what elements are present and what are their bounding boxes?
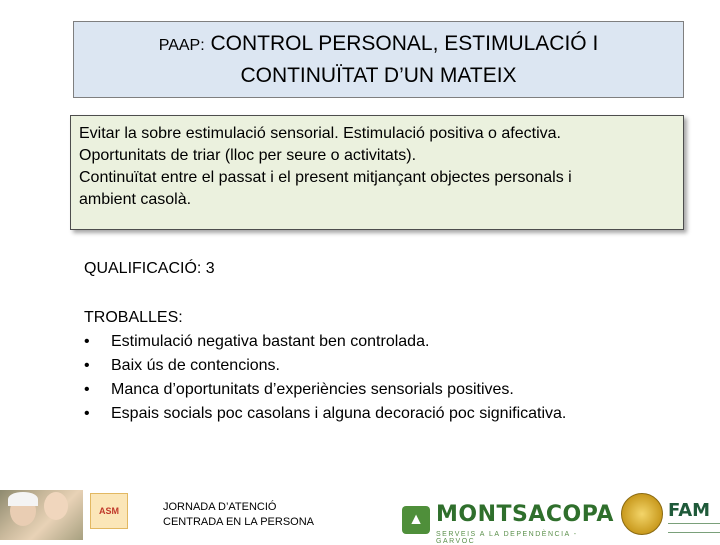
list-item-text: Espais socials poc casolans i alguna decoració poc significativa. bbox=[111, 405, 567, 422]
montsacopa-logo-text: MONTSACOPA bbox=[436, 502, 614, 527]
fam-logo-lines bbox=[668, 523, 720, 533]
description-line: Continuïtat entre el passat i el present mitjançant objectes personals i bbox=[79, 169, 572, 186]
montsacopa-mark-icon: ▲ bbox=[402, 506, 430, 534]
person-hair-shape bbox=[8, 492, 38, 506]
slide-title-line2: CONTINUÏTAT D’UN MATEIX bbox=[240, 63, 517, 87]
montsacopa-logo-subtitle: SERVEIS A LA DEPENDÈNCIA - GARVOC bbox=[436, 531, 578, 545]
asm-logo-text: ASM bbox=[99, 506, 119, 516]
list-item bbox=[84, 330, 566, 354]
title-main: CONTROL PERSONAL, ESTIMULACIÓ I bbox=[210, 31, 599, 55]
findings-list bbox=[84, 330, 566, 426]
fam-logo-text: FAM bbox=[668, 500, 711, 521]
bullet-icon: • bbox=[84, 333, 90, 350]
asm-logo bbox=[90, 493, 128, 529]
description-line: Oportunitats de triar (lloc per seure o activitats). bbox=[79, 147, 417, 164]
title-prefix: PAAP: bbox=[158, 36, 205, 54]
list-item-text: Estimulació negativa bastant ben controlada. bbox=[111, 333, 430, 350]
list-item-text: Baix ús de contencions. bbox=[111, 357, 280, 374]
findings-section bbox=[84, 306, 566, 426]
slide-title-line1 bbox=[159, 29, 599, 61]
elderly-care-photo bbox=[0, 490, 83, 540]
person-face-shape bbox=[44, 492, 68, 520]
gold-seal-logo bbox=[621, 493, 663, 535]
description-line: Evitar la sobre estimulació sensorial. Estimulació positiva o afectiva. bbox=[79, 125, 561, 142]
footer bbox=[0, 490, 720, 545]
event-name-line2: CENTRADA EN LA PERSONA bbox=[163, 516, 314, 528]
list-item bbox=[84, 378, 566, 402]
title-box bbox=[73, 21, 684, 98]
montsacopa-logo bbox=[400, 500, 614, 545]
qualification-text: QUALIFICACIÓ: 3 bbox=[84, 260, 215, 277]
event-name-line1: JORNADA D’ATENCIÓ bbox=[163, 501, 277, 513]
list-item bbox=[84, 354, 566, 378]
bullet-icon: • bbox=[84, 381, 90, 398]
bullet-icon: • bbox=[84, 405, 90, 422]
description-box bbox=[70, 115, 684, 230]
description-line: ambient casolà. bbox=[79, 191, 192, 208]
list-item-text: Manca d’oportunitats d’experiències sensorials positives. bbox=[111, 381, 514, 398]
list-item bbox=[84, 402, 566, 426]
bullet-icon: • bbox=[84, 357, 90, 374]
fam-logo bbox=[668, 500, 720, 540]
findings-heading: TROBALLES: bbox=[84, 309, 183, 326]
event-name bbox=[163, 500, 314, 530]
